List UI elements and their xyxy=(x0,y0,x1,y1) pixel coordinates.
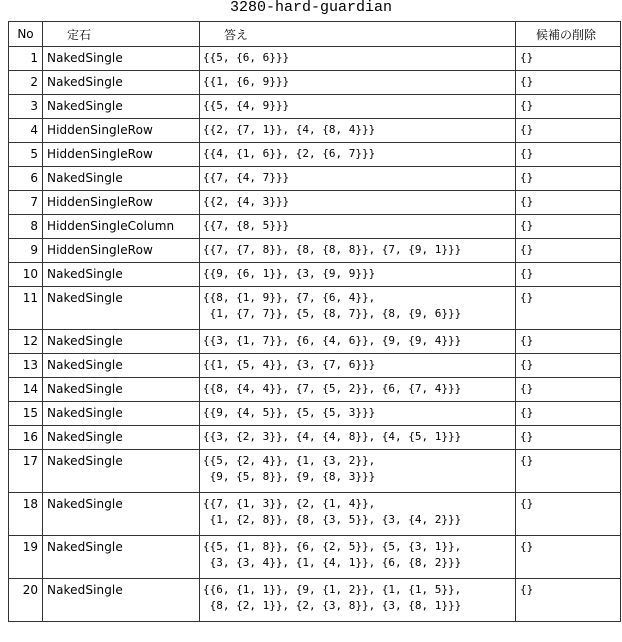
row-number: 15 xyxy=(9,402,43,426)
row-number: 6 xyxy=(9,167,43,191)
row-answer: {{5, {6, 6}}} xyxy=(200,47,516,71)
table-row xyxy=(9,47,621,71)
header-candidate-removal: 候補の削除 xyxy=(516,22,621,47)
row-candidate-removal: {} xyxy=(516,378,621,402)
table-row xyxy=(9,191,621,215)
header-no: No xyxy=(9,22,43,47)
row-answer: {{6, {1, 1}}, {9, {1, 2}}, {1, {1, 5}}, {8, {2, 1}}, {2, {3, 8}}, {3, {8, 1}}} xyxy=(200,579,516,622)
row-answer: {{2, {4, 3}}} xyxy=(200,191,516,215)
row-answer: {{4, {1, 6}}, {2, {6, 7}}} xyxy=(200,143,516,167)
row-technique: HiddenSingleColumn xyxy=(43,215,200,239)
row-technique: HiddenSingleRow xyxy=(43,191,200,215)
row-answer: {{1, {6, 9}}} xyxy=(200,71,516,95)
table-row xyxy=(9,263,621,287)
row-answer: {{7, {7, 8}}, {8, {8, 8}}, {7, {9, 1}}} xyxy=(200,239,516,263)
row-number: 2 xyxy=(9,71,43,95)
table-row xyxy=(9,95,621,119)
row-answer: {{7, {8, 5}}} xyxy=(200,215,516,239)
page-title: 3280-hard-guardian xyxy=(229,0,393,16)
row-technique: NakedSingle xyxy=(43,536,200,579)
row-technique: HiddenSingleRow xyxy=(43,119,200,143)
row-candidate-removal: {} xyxy=(516,119,621,143)
row-technique: NakedSingle xyxy=(43,579,200,622)
header-technique: 定石 xyxy=(43,22,200,47)
row-answer: {{5, {1, 8}}, {6, {2, 5}}, {5, {3, 1}}, {3, {3, 4}}, {1, {4, 1}}, {6, {8, 2}}} xyxy=(200,536,516,579)
table-row xyxy=(9,493,621,536)
row-number: 10 xyxy=(9,263,43,287)
row-technique: NakedSingle xyxy=(43,71,200,95)
row-technique: NakedSingle xyxy=(43,426,200,450)
row-answer: {{3, {1, 7}}, {6, {4, 6}}, {9, {9, 4}}} xyxy=(200,330,516,354)
row-number: 18 xyxy=(9,493,43,536)
row-technique: HiddenSingleRow xyxy=(43,239,200,263)
table-row xyxy=(9,579,621,622)
row-technique: NakedSingle xyxy=(43,263,200,287)
row-number: 4 xyxy=(9,119,43,143)
solution-steps-table xyxy=(8,21,621,622)
row-number: 7 xyxy=(9,191,43,215)
table-row xyxy=(9,330,621,354)
row-technique: NakedSingle xyxy=(43,493,200,536)
row-number: 9 xyxy=(9,239,43,263)
row-technique: NakedSingle xyxy=(43,354,200,378)
row-candidate-removal: {} xyxy=(516,191,621,215)
row-answer: {{1, {5, 4}}, {3, {7, 6}}} xyxy=(200,354,516,378)
row-answer: {{5, {4, 9}}} xyxy=(200,95,516,119)
row-technique: HiddenSingleRow xyxy=(43,143,200,167)
row-candidate-removal: {} xyxy=(516,71,621,95)
table-row xyxy=(9,119,621,143)
row-number: 1 xyxy=(9,47,43,71)
row-technique: NakedSingle xyxy=(43,450,200,493)
row-number: 20 xyxy=(9,579,43,622)
row-answer: {{7, {4, 7}}} xyxy=(200,167,516,191)
row-candidate-removal: {} xyxy=(516,450,621,493)
table-row xyxy=(9,354,621,378)
row-candidate-removal: {} xyxy=(516,493,621,536)
row-candidate-removal: {} xyxy=(516,579,621,622)
row-number: 13 xyxy=(9,354,43,378)
row-candidate-removal: {} xyxy=(516,239,621,263)
table-row xyxy=(9,426,621,450)
table-row xyxy=(9,450,621,493)
table-header-row xyxy=(9,22,621,47)
row-number: 3 xyxy=(9,95,43,119)
row-answer: {{8, {4, 4}}, {7, {5, 2}}, {6, {7, 4}}} xyxy=(200,378,516,402)
row-technique: NakedSingle xyxy=(43,95,200,119)
row-candidate-removal: {} xyxy=(516,167,621,191)
row-technique: NakedSingle xyxy=(43,402,200,426)
row-answer: {{3, {2, 3}}, {4, {4, 8}}, {4, {5, 1}}} xyxy=(200,426,516,450)
row-candidate-removal: {} xyxy=(516,426,621,450)
row-number: 16 xyxy=(9,426,43,450)
table-row xyxy=(9,536,621,579)
row-candidate-removal: {} xyxy=(516,47,621,71)
row-answer: {{9, {4, 5}}, {5, {5, 3}}} xyxy=(200,402,516,426)
table-row xyxy=(9,71,621,95)
table-row xyxy=(9,167,621,191)
table-row xyxy=(9,239,621,263)
row-number: 14 xyxy=(9,378,43,402)
row-candidate-removal: {} xyxy=(516,354,621,378)
row-technique: NakedSingle xyxy=(43,47,200,71)
row-candidate-removal: {} xyxy=(516,330,621,354)
row-answer: {{8, {1, 9}}, {7, {6, 4}}, {1, {7, 7}}, {5, {8, 7}}, {8, {9, 6}}} xyxy=(200,287,516,330)
row-candidate-removal: {} xyxy=(516,287,621,330)
row-number: 17 xyxy=(9,450,43,493)
table-row xyxy=(9,378,621,402)
row-number: 5 xyxy=(9,143,43,167)
row-candidate-removal: {} xyxy=(516,95,621,119)
row-number: 8 xyxy=(9,215,43,239)
row-answer: {{9, {6, 1}}, {3, {9, 9}}} xyxy=(200,263,516,287)
table-row xyxy=(9,402,621,426)
row-candidate-removal: {} xyxy=(516,143,621,167)
row-technique: NakedSingle xyxy=(43,287,200,330)
row-candidate-removal: {} xyxy=(516,215,621,239)
header-answer: 答え xyxy=(200,22,516,47)
row-technique: NakedSingle xyxy=(43,330,200,354)
row-answer: {{2, {7, 1}}, {4, {8, 4}}} xyxy=(200,119,516,143)
row-number: 11 xyxy=(9,287,43,330)
row-technique: NakedSingle xyxy=(43,167,200,191)
row-candidate-removal: {} xyxy=(516,263,621,287)
row-technique: NakedSingle xyxy=(43,378,200,402)
row-candidate-removal: {} xyxy=(516,536,621,579)
row-answer: {{7, {1, 3}}, {2, {1, 4}}, {1, {2, 8}}, {8, {3, 5}}, {3, {4, 2}}} xyxy=(200,493,516,536)
row-number: 12 xyxy=(9,330,43,354)
table-row xyxy=(9,287,621,330)
table-row xyxy=(9,215,621,239)
table-row xyxy=(9,143,621,167)
row-candidate-removal: {} xyxy=(516,402,621,426)
row-answer: {{5, {2, 4}}, {1, {3, 2}}, {9, {5, 8}}, {9, {8, 3}}} xyxy=(200,450,516,493)
row-number: 19 xyxy=(9,536,43,579)
